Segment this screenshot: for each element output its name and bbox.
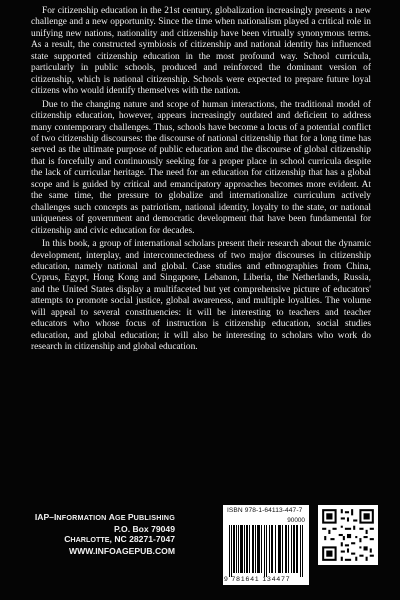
blurb-paragraph: In this book, a group of international scholars present their research about the dynamic development, interplay, and interconnectedness of two major discourses in citizenship education, namely national and global. Case studies and ethnographies from China, Cyprus, Egypt, Hong Kong and Singapore, Lebanon, Liberia, the Netherlands, Russia, and the United States display a multifaceted but yet comprehensive picture of educators' attempts to promote social justice, global awareness, and multiple loyalties. The volume will appeal to several constituencies: it will be interesting to teachers and teacher educators who whose focus of instruction is citizenship education, social studies education, and global education; it will also be interesting to scholars who work do research in citizenship and global education.: [31, 239, 371, 353]
isbn-label: ISBN 978-1-64113-447-7: [227, 507, 303, 514]
back-cover-blurb: [31, 6, 371, 354]
publisher-city: CHARLOTTE, NC 28271-7047: [64, 534, 175, 545]
qr-code: [318, 505, 378, 565]
publisher-website: WWW.INFOAGEPUB.COM: [69, 545, 175, 556]
qr-code-icon: [318, 505, 378, 565]
blurb-paragraph: For citizenship education in the 21st century, globalization increasingly presents a new challenge and a new opportunity. Since the time when nationalism played a critical role in unifying new nations, nationality and citizenship have been virtually synonymous terms. As a result, the constructed symbiosis of citizenship and national identity has influenced state supported citizenship education in the most profound way. School curricula, particularly in public schools, produced and reinforced the dominant version of citizenship, which is national citizenship. Schools were expected to prepare future loyal citizens who would identify themselves with the nation.: [31, 6, 371, 97]
publisher-info: [25, 512, 175, 556]
publisher-name: IAP–INFORMATION AGE PUBLISHING: [34, 512, 175, 522]
price-code: 90000: [287, 517, 305, 524]
publisher-address: P.O. Box 79049: [114, 523, 175, 534]
isbn-barcode: [223, 505, 309, 585]
ean13-barcode-icon: [229, 525, 303, 577]
ean-digits: 9 781641 134477: [224, 576, 291, 583]
blurb-paragraph: Due to the changing nature and scope of human interactions, the traditional model of citizenship education, however, appears increasingly outdated and deficient to address many contemporary challenges. Thus, schools have become a locus of a potential conflict of two citizenship discourses: the discourse of national citizenship that for a long time has served as the ultimate purpose of public education and the discourse of global citizenship that is forcefully and continuously seeking for a proper place in school curricula despite the lack of curricular heritage. The need for an education for citizenship that has a global scope and is guided by critical and emancipatory approaches becomes more evident. At the same time, the pressure to globalize and internationalize curriculum actively challenges such concepts as patriotism, national identity, loyalty to the state, or national uniqueness of government and democratic development that have been fundamental for citizenship and civic education for decades.: [31, 99, 371, 236]
